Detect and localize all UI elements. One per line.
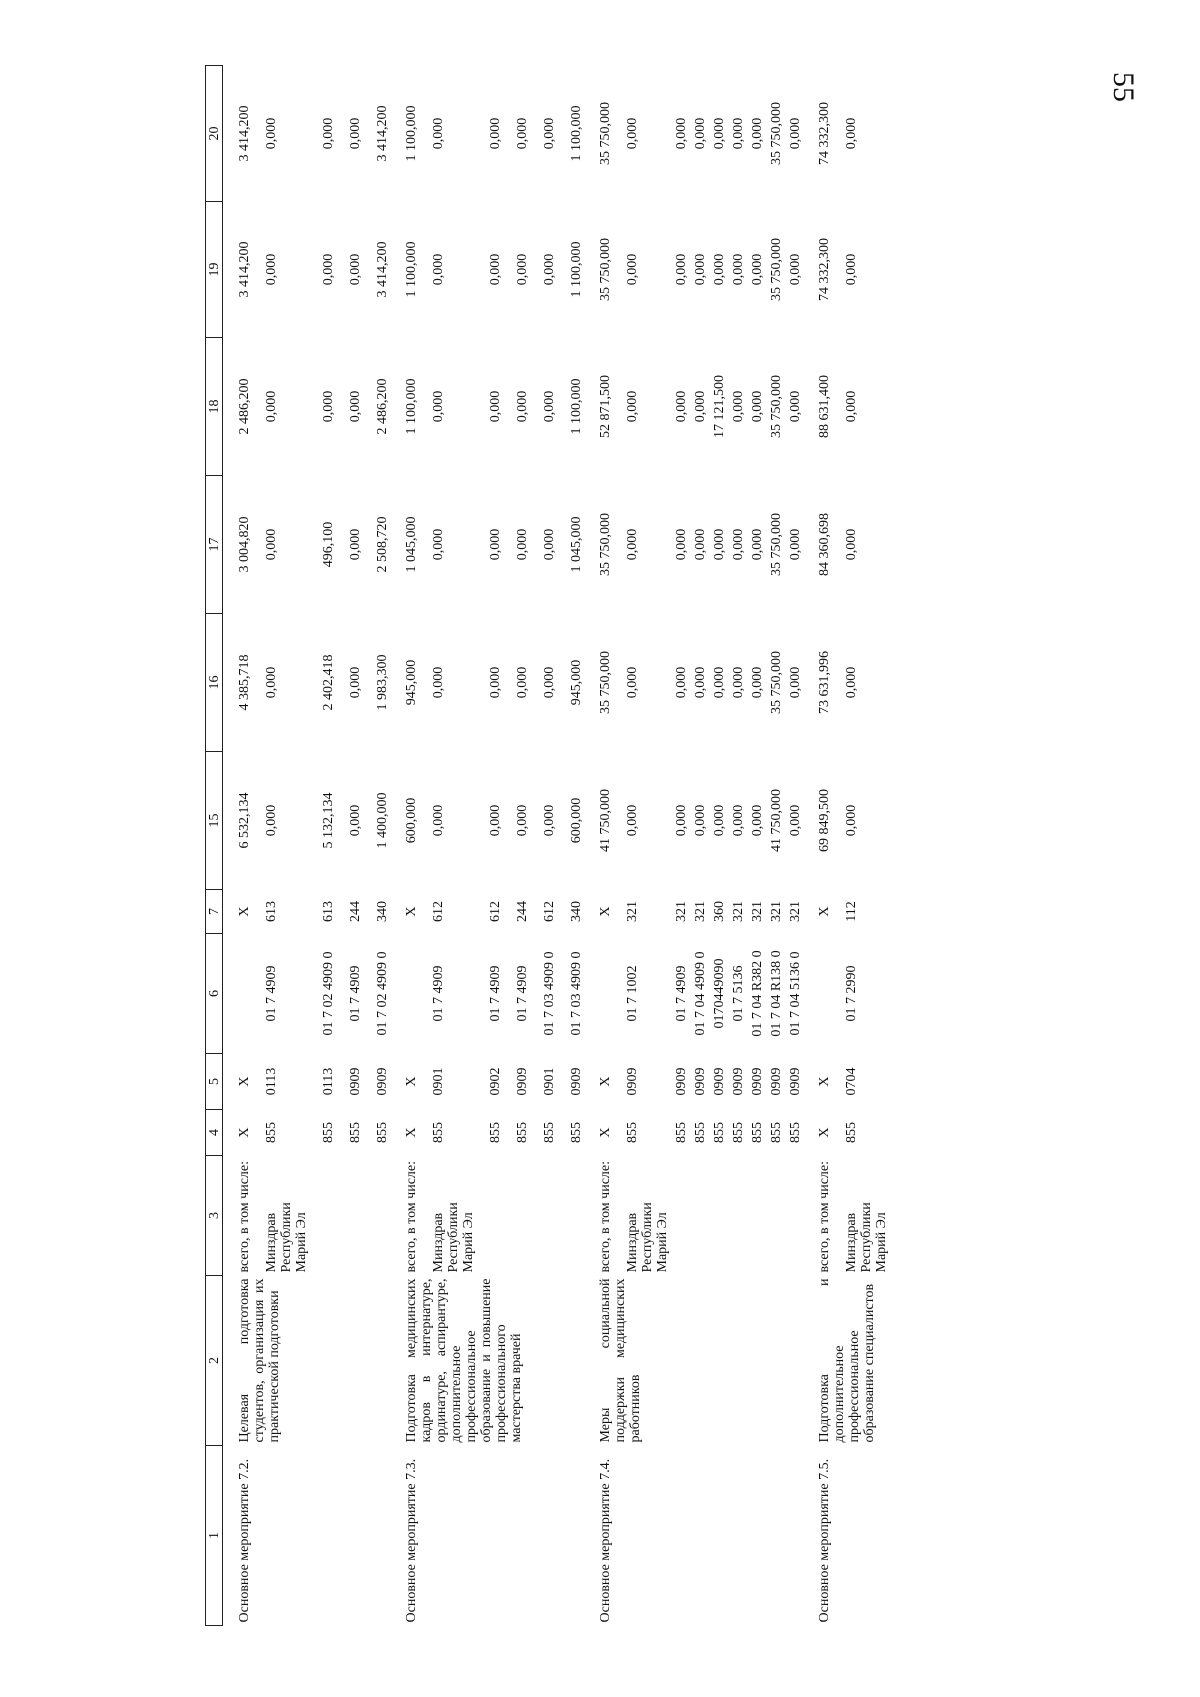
value-cell: 1 983,300 [375, 654, 390, 711]
value-cell: 0,000 [488, 117, 503, 150]
value-cell: 855 [844, 1122, 859, 1143]
value-cell: 321 [693, 901, 708, 922]
value-cell: 340 [569, 901, 584, 922]
value-cell: 6 532,134 [237, 792, 252, 849]
value-cell: 600,000 [404, 797, 419, 844]
executor-cell [765, 1156, 784, 1276]
table-body [223, 66, 890, 1626]
value-cell: 3 414,200 [375, 105, 390, 162]
executor-cell [708, 1156, 727, 1276]
value-cell: 52 871,500 [598, 375, 613, 438]
value-cell: 0,000 [693, 804, 708, 837]
event-code: Основное мероприятие 7.2. [237, 1458, 252, 1623]
value-cell: 35 750,000 [769, 513, 784, 576]
value-cell: 0,000 [348, 253, 363, 286]
value-cell: 0,000 [844, 117, 859, 150]
value-cell: 1 100,000 [404, 378, 419, 435]
value-cell: 1 045,000 [404, 516, 419, 573]
value-cell: 01 7 03 4909 0 [542, 951, 557, 1036]
value-cell: 01 7 4909 [348, 965, 363, 1022]
value-cell: 855 [375, 1122, 390, 1143]
value-cell: 112 [844, 901, 859, 922]
value-cell: 855 [693, 1122, 708, 1143]
executor-cell [557, 1156, 584, 1276]
value-cell: 496,100 [321, 521, 336, 568]
event-name: Подготовка и дополнительное профессиональное образование специалистов [817, 1278, 877, 1443]
header-row [206, 66, 223, 1626]
value-cell: X [598, 1127, 613, 1138]
value-cell: 0,000 [712, 666, 727, 699]
value-cell: 0,000 [674, 666, 689, 699]
value-cell: X [598, 1076, 613, 1087]
value-cell: 01 7 2990 [844, 965, 859, 1022]
value-cell: 0113 [321, 1067, 336, 1096]
value-cell: 321 [731, 901, 746, 922]
value-cell: 0,000 [693, 528, 708, 561]
value-cell: 0,000 [674, 390, 689, 423]
value-cell: 0,000 [731, 804, 746, 837]
event-name: Целевая подготовка студентов, организация их практической подготовки [237, 1278, 282, 1443]
value-cell: 0,000 [693, 390, 708, 423]
value-cell: 0,000 [515, 253, 530, 286]
column-header: 18 [206, 338, 223, 476]
value-cell: 855 [769, 1122, 784, 1143]
value-cell: 0,000 [693, 253, 708, 286]
executor-cell: Минздрав Республики Марий Эл [844, 1202, 889, 1273]
value-cell: 01 7 04 R138 0 [769, 950, 784, 1037]
value-cell: 0,000 [321, 253, 336, 286]
executor-cell [309, 1156, 336, 1276]
value-cell: 855 [674, 1122, 689, 1143]
value-cell: 855 [569, 1122, 584, 1143]
value-cell: 01 7 4909 [431, 965, 446, 1022]
value-cell: 0909 [750, 1067, 765, 1096]
column-header: 17 [206, 476, 223, 614]
value-cell: 0,000 [788, 253, 803, 286]
value-cell: 0,000 [674, 528, 689, 561]
column-header: 6 [206, 934, 223, 1054]
value-cell: 2 402,418 [321, 654, 336, 711]
value-cell: 0,000 [844, 804, 859, 837]
value-cell: 41 750,000 [598, 789, 613, 852]
value-cell: 88 631,400 [817, 375, 832, 438]
value-cell: X [817, 906, 832, 917]
value-cell: 2 508,720 [375, 516, 390, 573]
value-cell: 0,000 [515, 528, 530, 561]
value-cell: 0,000 [264, 253, 279, 286]
value-cell: X [817, 1076, 832, 1087]
value-cell: 84 360,698 [817, 513, 832, 576]
value-cell: 855 [431, 1122, 446, 1143]
value-cell: 613 [264, 901, 279, 922]
value-cell [223, 934, 253, 1054]
value-cell: 0,000 [321, 117, 336, 150]
value-cell: 0,000 [264, 117, 279, 150]
value-cell: 0,000 [264, 528, 279, 561]
value-cell: 613 [321, 901, 336, 922]
value-cell: X [237, 1076, 252, 1087]
value-cell: 0,000 [844, 528, 859, 561]
value-cell: 321 [788, 901, 803, 922]
value-cell: 0,000 [348, 117, 363, 150]
value-cell: 855 [712, 1122, 727, 1143]
rotated-table-container [205, 66, 995, 1626]
value-cell: 321 [625, 901, 640, 922]
value-cell: 0901 [431, 1067, 446, 1096]
column-header: 1 [206, 1446, 223, 1626]
event-code: Основное мероприятие 7.5. [817, 1458, 832, 1623]
value-cell: 74 332,300 [817, 238, 832, 301]
value-cell: 321 [674, 901, 689, 922]
value-cell: 1 100,000 [569, 378, 584, 435]
value-cell: 244 [348, 901, 363, 922]
value-cell: 1 100,000 [569, 105, 584, 162]
value-cell: 855 [515, 1122, 530, 1143]
value-cell: 0,000 [731, 390, 746, 423]
value-cell: 0,000 [542, 253, 557, 286]
value-cell: 0,000 [674, 253, 689, 286]
value-cell: 0,000 [488, 528, 503, 561]
value-cell: X [404, 906, 419, 917]
executor-cell [363, 1156, 390, 1276]
value-cell: 0,000 [712, 804, 727, 837]
event-code: Основное мероприятие 7.3. [404, 1458, 419, 1623]
value-cell: 01 7 4909 [488, 965, 503, 1022]
value-cell: 01 7 4909 [674, 965, 689, 1022]
value-cell: 0704 [844, 1067, 859, 1096]
value-cell: 0,000 [515, 117, 530, 150]
event-name: Подготовка медицинских кадров в интернатуре, ординатуре, аспирантуре, дополнительное профессиональное образование и повышение профессионального мастерства врачей [404, 1278, 524, 1443]
event-name: Меры социальной поддержки медицинских работников [598, 1278, 643, 1443]
value-cell: 855 [731, 1122, 746, 1143]
value-cell: 0,000 [750, 804, 765, 837]
column-header: 15 [206, 752, 223, 890]
value-cell: 0,000 [515, 804, 530, 837]
value-cell: 360 [712, 901, 727, 922]
value-cell: 855 [264, 1122, 279, 1143]
table-row [390, 66, 419, 1626]
value-cell: 0,000 [844, 390, 859, 423]
value-cell: 01 7 5136 [731, 965, 746, 1022]
value-cell: 35 750,000 [769, 238, 784, 301]
value-cell: 0,000 [750, 117, 765, 150]
executor-cell: Минздрав Республики Марий Эл [625, 1202, 670, 1273]
value-cell: 0909 [625, 1067, 640, 1096]
value-cell: 0,000 [264, 666, 279, 699]
value-cell: 0,000 [431, 390, 446, 423]
value-cell: 3 414,200 [375, 241, 390, 298]
value-cell: 0,000 [844, 253, 859, 286]
executor-cell [784, 1156, 803, 1276]
value-cell: 01 7 02 4909 0 [321, 951, 336, 1036]
value-cell: 0,000 [348, 666, 363, 699]
value-cell: 0113 [264, 1067, 279, 1096]
value-cell: 0,000 [542, 804, 557, 837]
column-header: 19 [206, 202, 223, 338]
value-cell: 01 7 4909 [264, 965, 279, 1022]
value-cell: X [237, 1127, 252, 1138]
value-cell: 0,000 [542, 117, 557, 150]
value-cell: 73 631,996 [817, 651, 832, 714]
value-cell: 945,000 [569, 659, 584, 706]
value-cell: 01 7 04 4909 0 [693, 951, 708, 1036]
value-cell: 69 849,500 [817, 789, 832, 852]
value-cell: 0,000 [712, 528, 727, 561]
value-cell: 17 121,500 [712, 375, 727, 438]
value-cell: 0,000 [321, 390, 336, 423]
value-cell: 0902 [488, 1067, 503, 1096]
value-cell: 0,000 [431, 666, 446, 699]
value-cell: 0,000 [488, 666, 503, 699]
event-code: Основное мероприятие 7.4. [598, 1458, 613, 1623]
value-cell: 0,000 [750, 390, 765, 423]
value-cell: 35 750,000 [598, 102, 613, 165]
value-cell: X [817, 1127, 832, 1138]
value-cell: 01 7 1002 [625, 965, 640, 1022]
value-cell: 855 [348, 1122, 363, 1143]
executor-cell: всего, в том числе: [817, 1161, 832, 1273]
value-cell: 600,000 [569, 797, 584, 844]
value-cell: 0,000 [712, 253, 727, 286]
value-cell: 612 [431, 901, 446, 922]
value-cell: 0909 [348, 1067, 363, 1096]
column-header: 3 [206, 1156, 223, 1276]
column-header: 4 [206, 1110, 223, 1156]
executor-cell [503, 1156, 530, 1276]
value-cell: X [598, 906, 613, 917]
value-cell: 0,000 [542, 666, 557, 699]
value-cell: 3 414,200 [237, 105, 252, 162]
value-cell: 0909 [693, 1067, 708, 1096]
value-cell: 0909 [712, 1067, 727, 1096]
value-cell: 0,000 [788, 666, 803, 699]
value-cell: 0,000 [693, 666, 708, 699]
value-cell: 35 750,000 [598, 651, 613, 714]
value-cell: 612 [488, 901, 503, 922]
value-cell [584, 934, 613, 1054]
value-cell: 0,000 [348, 390, 363, 423]
budget-table [205, 65, 889, 1626]
value-cell: 855 [488, 1122, 503, 1143]
value-cell: 0909 [569, 1067, 584, 1096]
value-cell: 0,000 [625, 117, 640, 150]
value-cell: 0,000 [731, 253, 746, 286]
executor-cell: всего, в том числе: [404, 1161, 419, 1273]
value-cell: X [404, 1076, 419, 1087]
executor-cell [670, 1156, 689, 1276]
value-cell: 0,000 [693, 117, 708, 150]
value-cell: 0,000 [488, 804, 503, 837]
value-cell: 0,000 [750, 528, 765, 561]
value-cell: 0,000 [348, 804, 363, 837]
value-cell: 0,000 [731, 666, 746, 699]
value-cell: 01 7 03 4909 0 [569, 951, 584, 1036]
page-number: 55 [1107, 72, 1140, 102]
table-row [223, 66, 253, 1626]
value-cell: 3 414,200 [237, 241, 252, 298]
value-cell: 1 400,000 [375, 792, 390, 849]
value-cell: 01 7 04 5136 0 [788, 951, 803, 1036]
value-cell: 0170449090 [712, 958, 727, 1029]
value-cell: 0,000 [625, 666, 640, 699]
value-cell: 2 486,200 [375, 378, 390, 435]
value-cell: 1 100,000 [569, 241, 584, 298]
value-cell: 2 486,200 [237, 378, 252, 435]
executor-cell: всего, в том числе: [237, 1161, 252, 1273]
value-cell [803, 934, 832, 1054]
value-cell: 0909 [731, 1067, 746, 1096]
value-cell: 0,000 [542, 528, 557, 561]
value-cell: 35 750,000 [598, 513, 613, 576]
value-cell: 855 [542, 1122, 557, 1143]
value-cell: 321 [750, 901, 765, 922]
value-cell: 855 [321, 1122, 336, 1143]
executor-cell: Минздрав Республики Марий Эл [431, 1202, 476, 1273]
value-cell: 0,000 [264, 804, 279, 837]
value-cell: 01 7 04 R382 0 [750, 950, 765, 1037]
value-cell: 0909 [375, 1067, 390, 1096]
value-cell: 1 100,000 [404, 241, 419, 298]
value-cell: 855 [750, 1122, 765, 1143]
executor-cell [336, 1156, 363, 1276]
value-cell: 0,000 [348, 528, 363, 561]
value-cell: 0,000 [515, 390, 530, 423]
table-row [584, 66, 613, 1626]
value-cell: 945,000 [404, 659, 419, 706]
executor-cell [530, 1156, 557, 1276]
value-cell: 0,000 [788, 390, 803, 423]
value-cell: 0,000 [731, 117, 746, 150]
value-cell: 0,000 [844, 666, 859, 699]
value-cell: 0909 [674, 1067, 689, 1096]
value-cell: 0,000 [788, 804, 803, 837]
value-cell: 0,000 [788, 117, 803, 150]
value-cell: 0,000 [488, 390, 503, 423]
executor-cell [727, 1156, 746, 1276]
executor-cell: всего, в том числе: [598, 1161, 613, 1273]
value-cell: 3 004,820 [237, 516, 252, 573]
value-cell [390, 934, 419, 1054]
value-cell: 612 [542, 901, 557, 922]
value-cell: 0,000 [625, 804, 640, 837]
value-cell: 855 [625, 1122, 640, 1143]
value-cell: 0,000 [542, 390, 557, 423]
value-cell: 0,000 [431, 117, 446, 150]
value-cell: 244 [515, 901, 530, 922]
value-cell: 4 385,718 [237, 654, 252, 711]
column-header: 7 [206, 890, 223, 934]
value-cell: 0909 [769, 1067, 784, 1096]
value-cell: 0,000 [515, 666, 530, 699]
value-cell: 0,000 [431, 804, 446, 837]
value-cell: 35 750,000 [769, 102, 784, 165]
column-header: 5 [206, 1054, 223, 1110]
value-cell: 855 [788, 1122, 803, 1143]
value-cell: 35 750,000 [769, 375, 784, 438]
value-cell: 35 750,000 [769, 651, 784, 714]
table-row [803, 66, 832, 1626]
value-cell: X [237, 906, 252, 917]
value-cell: 0901 [542, 1067, 557, 1096]
value-cell: 0,000 [750, 253, 765, 286]
value-cell: 0,000 [674, 117, 689, 150]
value-cell: 340 [375, 901, 390, 922]
value-cell: 0909 [788, 1067, 803, 1096]
value-cell: 1 045,000 [569, 516, 584, 573]
value-cell: 321 [769, 901, 784, 922]
value-cell: 0909 [515, 1067, 530, 1096]
value-cell: 41 750,000 [769, 789, 784, 852]
column-header: 20 [206, 66, 223, 202]
value-cell: 0,000 [431, 528, 446, 561]
column-header: 16 [206, 614, 223, 752]
value-cell: 0,000 [625, 528, 640, 561]
value-cell: 0,000 [625, 390, 640, 423]
executor-cell [746, 1156, 765, 1276]
value-cell: 74 332,300 [817, 102, 832, 165]
value-cell: 0,000 [788, 528, 803, 561]
value-cell: 0,000 [731, 528, 746, 561]
value-cell: 0,000 [750, 666, 765, 699]
value-cell: X [404, 1127, 419, 1138]
value-cell: 0,000 [625, 253, 640, 286]
value-cell: 35 750,000 [598, 238, 613, 301]
executor-cell [689, 1156, 708, 1276]
value-cell: 0,000 [264, 390, 279, 423]
column-header: 2 [206, 1276, 223, 1446]
value-cell: 0,000 [488, 253, 503, 286]
value-cell: 1 100,000 [404, 105, 419, 162]
value-cell: 5 132,134 [321, 792, 336, 849]
value-cell: 0,000 [712, 117, 727, 150]
value-cell: 0,000 [674, 804, 689, 837]
value-cell: 01 7 02 4909 0 [375, 951, 390, 1036]
value-cell: 0,000 [431, 253, 446, 286]
value-cell: 01 7 4909 [515, 965, 530, 1022]
executor-cell: Минздрав Республики Марий Эл [264, 1202, 309, 1273]
executor-cell [476, 1156, 503, 1276]
